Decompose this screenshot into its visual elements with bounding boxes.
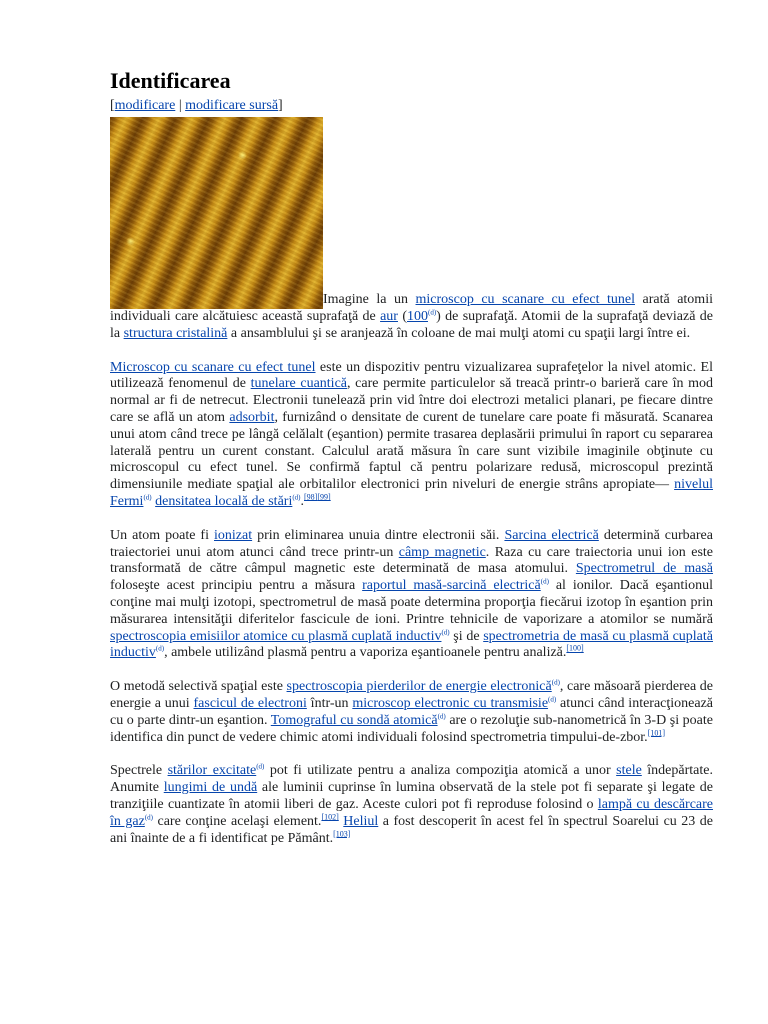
wikidata-icon[interactable]: (d) — [427, 308, 437, 317]
link-icp-ms[interactable]: spectrometria de masă cu plasmă cuplată inductiv — [110, 628, 713, 661]
wikidata-icon[interactable]: (d) — [551, 678, 560, 687]
wikidata-icon[interactable]: (d) — [548, 695, 557, 704]
reference-101[interactable]: [101] — [647, 727, 666, 737]
atom-highlight — [126, 237, 135, 246]
link-100[interactable]: 100 — [406, 309, 428, 324]
link-mass-spectrometer[interactable]: Spectrometrul de masă — [575, 561, 714, 577]
link-local-density-of-states[interactable]: densitatea locală de stări — [155, 493, 293, 509]
link-magnetic-field[interactable]: câmp magnetic — [398, 544, 486, 560]
atom-highlight — [238, 151, 247, 160]
link-gold[interactable]: aur — [380, 309, 398, 324]
link-tem[interactable]: microscop electronic cu transmisie — [352, 695, 549, 711]
link-electron-beam[interactable]: fascicul de electroni — [193, 695, 307, 711]
link-wavelengths[interactable]: lungimi de undă — [163, 780, 258, 796]
link-ionized[interactable]: ionizat — [214, 527, 253, 543]
edit-links: [modificare | modificare sursă] — [110, 98, 283, 113]
figure — [110, 117, 713, 343]
stm-gold-surface-image[interactable] — [110, 117, 323, 309]
link-helium[interactable]: Heliul — [343, 813, 379, 829]
link-stars[interactable]: stele — [616, 763, 642, 779]
reference-100[interactable]: [100] — [566, 643, 584, 653]
link-crystal-structure[interactable]: structura cristalină — [123, 325, 228, 341]
reference-98[interactable]: [98] — [304, 492, 318, 502]
paragraph-stm: Microscop cu scanare cu efect tunel este un dispozitiv pentru vizualizarea suprafeţelor la nivel atomic. El utilizează fenomenul de tunelare cuantică, care permite particulelor să treacă printr-o barieră care în mod normal ar fi de netrecut. Electronii tunelează prin vid între doi electrozi metalici planari, pe fiecare dintre care se află un atom adsorbit, furnizând o densitate de curent de tunelare care poate fi măsurată. Scanarea unui atom când trece pe lângă celălalt (eşantion) permite trasarea deplasării primului în raport cu separarea laterală pentru un curent constant. Calculul arată măsura în care sunt vizibile imaginile obţinute cu microscopul cu efect tunel. Se confirmă faptul că pentru polarizare redusă, microscopul prezintă dimensiunile mediate spaţial ale orbitalilor electronici prin niveluri de energie strâns apropiate— nivelul Fermi$^{(d)}$ densitatea locală de stări$^{(d)}$.[98][99] — [110, 359, 713, 509]
wikidata-icon[interactable]: (d) — [155, 644, 165, 653]
wikidata-icon[interactable]: (d) — [256, 762, 265, 771]
reference-102[interactable]: [102] — [321, 812, 339, 822]
link-excited-states[interactable]: stărilor excitate — [167, 763, 257, 779]
wikidata-icon[interactable]: (d) — [441, 627, 450, 636]
link-mass-to-charge-ratio[interactable]: raportul masă-sarcină electrică — [362, 578, 541, 594]
link-eels[interactable]: spectroscopia pierderilor de energie electronică — [286, 679, 552, 695]
article-body — [110, 68, 713, 864]
figure-caption: Imagine la un microscop cu scanare cu efect tunel arată atomii individuali care alcătuiesc această suprafaţă de aur (100$^{(d)}$) de suprafaţă. Atomii de la suprafaţă deviază de la structura cristalină a ansamblului şi se aranjează în coloane de mai mulţi atomi cu spaţii largi între ei. — [110, 292, 713, 341]
link-stm[interactable]: microscop cu scanare cu efect tunel — [415, 292, 635, 308]
wikidata-icon[interactable]: (d) — [143, 493, 152, 502]
paragraph-mass-spectrometry: Un atom poate fi ionizat prin eliminarea unuia dintre electronii săi. Sarcina electrică determină curbarea traiectoriei unui atom atunci când trece printr-un câmp magnetic. Raza cu care traiectoria unui ion este transformată de către câmpul magnetic este determinată de masa atomului. Spectrometrul de masă foloseşte acest principiu pentru a măsura raportul masă-sarcină electrică$^{(d)}$ al ionilor. Dacă eşantionul conţine mai mulţi izotopi, spectrometrul de masă poate determina proporţia fiecărui izotop în eşantion prin măsurarea intensităţii diferitelor fascicule de ioni. Printre tehnicile de vaporizare a atomilor se numără spectroscopia emisiilor atomice cu plasmă cuplată inductiv$^{(d)}$ şi de spectrometria de masă cu plasmă cuplată inductiv$^{(d)}$, ambele utilizând plasmă pentru a vaporiza eşantioanele pentru analiză.[100] — [110, 527, 714, 661]
edit-source-link[interactable]: modificare sursă — [185, 98, 279, 113]
paragraph-eels: O metodă selectivă spaţial este spectroscopia pierderilor de energie electronică$^{(d)}$, care măsoară pierderea de energie a unui fascicul de electroni într-un microscop electronic cu transmisie$^{(d)}$ atunci când interacţionează cu o parte dintr-un eşantion. Tomograful cu sondă atomică$^{(d)}$ are o rezoluţie sub-nanometrică în 3-D şi poate identifica din punct de vedere chimic atomi individuali folosind spectrometria timpului-de-zbor.[101] — [110, 678, 714, 745]
edit-link[interactable]: modificare — [114, 98, 176, 113]
wikidata-icon[interactable]: (d) — [144, 813, 153, 822]
section-heading: Identificarea — [110, 68, 231, 93]
link-icp-aes[interactable]: spectroscopia emisiilor atomice cu plasmă cuplată inductiv — [110, 628, 442, 644]
link-quantum-tunneling[interactable]: tunelare cuantică — [250, 376, 347, 392]
link-adsorbed[interactable]: adsorbit — [229, 409, 275, 425]
wikidata-icon[interactable]: (d) — [437, 712, 446, 721]
reference-103[interactable]: [103] — [333, 828, 351, 838]
link-fermi-level[interactable]: nivelul Fermi — [110, 477, 713, 509]
wikidata-icon[interactable]: (d) — [292, 493, 301, 502]
paragraph-spectra: Spectrele stărilor excitate$^{(d)}$ pot fi utilizate pentru a analiza compoziţia atomică a unor stele îndepărtate. Anumite lungimi de undă ale luminii cuprinse în lumina observată de la stele pot fi separate şi legate de tranziţiile cuantizate în atomii liberi de gaz. Aceste culori pot fi reproduse folosind o lampă cu descărcare în gaz$^{(d)}$ care conţine acelaşi element.[102] Heliul a fost descoperit în acest fel în spectrul Soarelui cu 23 de ani înainte de a fi identificat pe Pământ.[103] — [110, 762, 714, 846]
reference-99[interactable]: [99] — [317, 492, 331, 502]
link-atom-probe[interactable]: Tomograful cu sondă atomică — [270, 712, 438, 728]
link-stm-2[interactable]: Microscop cu scanare cu efect tunel — [110, 359, 316, 375]
link-gas-discharge-lamp[interactable]: lampă cu descărcare în gaz — [110, 796, 713, 829]
link-electric-charge[interactable]: Sarcina electrică — [504, 527, 599, 543]
wikidata-icon[interactable]: (d) — [540, 577, 549, 586]
